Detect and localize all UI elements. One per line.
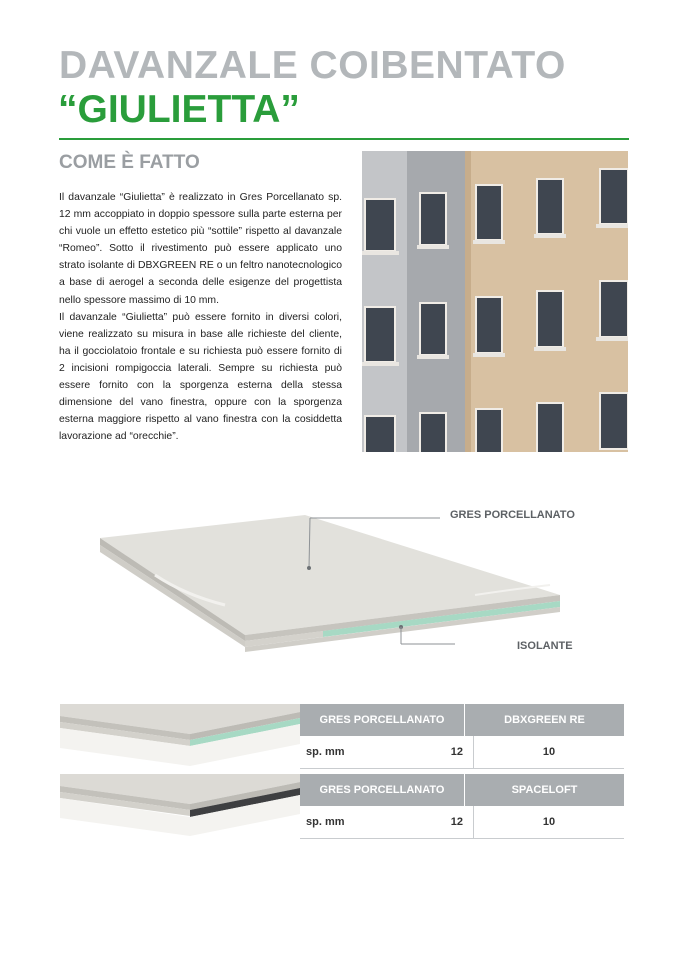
paragraph-2: Il davanzale “Giulietta” può essere fornito in diversi colori, viene realizzato su misura in base alle richieste del cliente, ha il gocciolatoio frontale e su richiesta può essere fornito di 2 incisioni rompigoccia laterali. Sempre su richiesta può essere fornito con la sporgenza esterna della stessa dimensione del vano finestra, oppure con la sporgenza esterna maggiore rispetto al vano finestra con la cosiddetta lavorazione ad “orecchie”. [59,311,342,443]
paragraph-1: Il davanzale “Giulietta” è realizzato in Gres Porcellanato sp. 12 mm accoppiato in doppio spessore sulla parte esterna per chi vuole un effetto estetico più “sottile” rispetto al davanzale “Romeo”. Sotto il rivestimento può essere applicato uno strato isolante di DBXGREEN RE o un feltro nanotecnologico a base di aerogel a seconda delle esigenze del progettista nello spessore massimo di 10 mm. [59,192,342,306]
table-header-insulation: SPACELOFT [465,774,624,806]
leader-lines [300,510,460,650]
title-line-1: DAVANZALE COIBENTATO [59,44,566,87]
row-label: sp. mm [306,816,345,828]
insulation-thickness: 10 [542,816,556,828]
description-text [59,189,342,445]
table-header-gres: GRES PORCELLANATO [300,774,465,806]
insulation-thickness: 10 [542,746,556,758]
title-line-2: “GIULIETTA” [58,88,300,131]
spec-table-dbxgreen [300,704,624,769]
thumbnail-dbxgreen [60,704,300,770]
section-subheading: COME È FATTO [59,152,200,173]
spec-table-spaceloft [300,774,624,839]
table-header-insulation: DBXGREEN RE [465,704,624,736]
table-header-gres: GRES PORCELLANATO [300,704,465,736]
label-gres-porcellanato: GRES PORCELLANATO [450,509,575,521]
green-divider [59,138,629,140]
building-photo [362,151,628,452]
label-isolante: ISOLANTE [517,640,573,652]
row-label: sp. mm [306,746,345,758]
gres-thickness: 12 [416,736,474,768]
gres-thickness: 12 [416,806,474,838]
thumbnail-spaceloft [60,774,300,840]
